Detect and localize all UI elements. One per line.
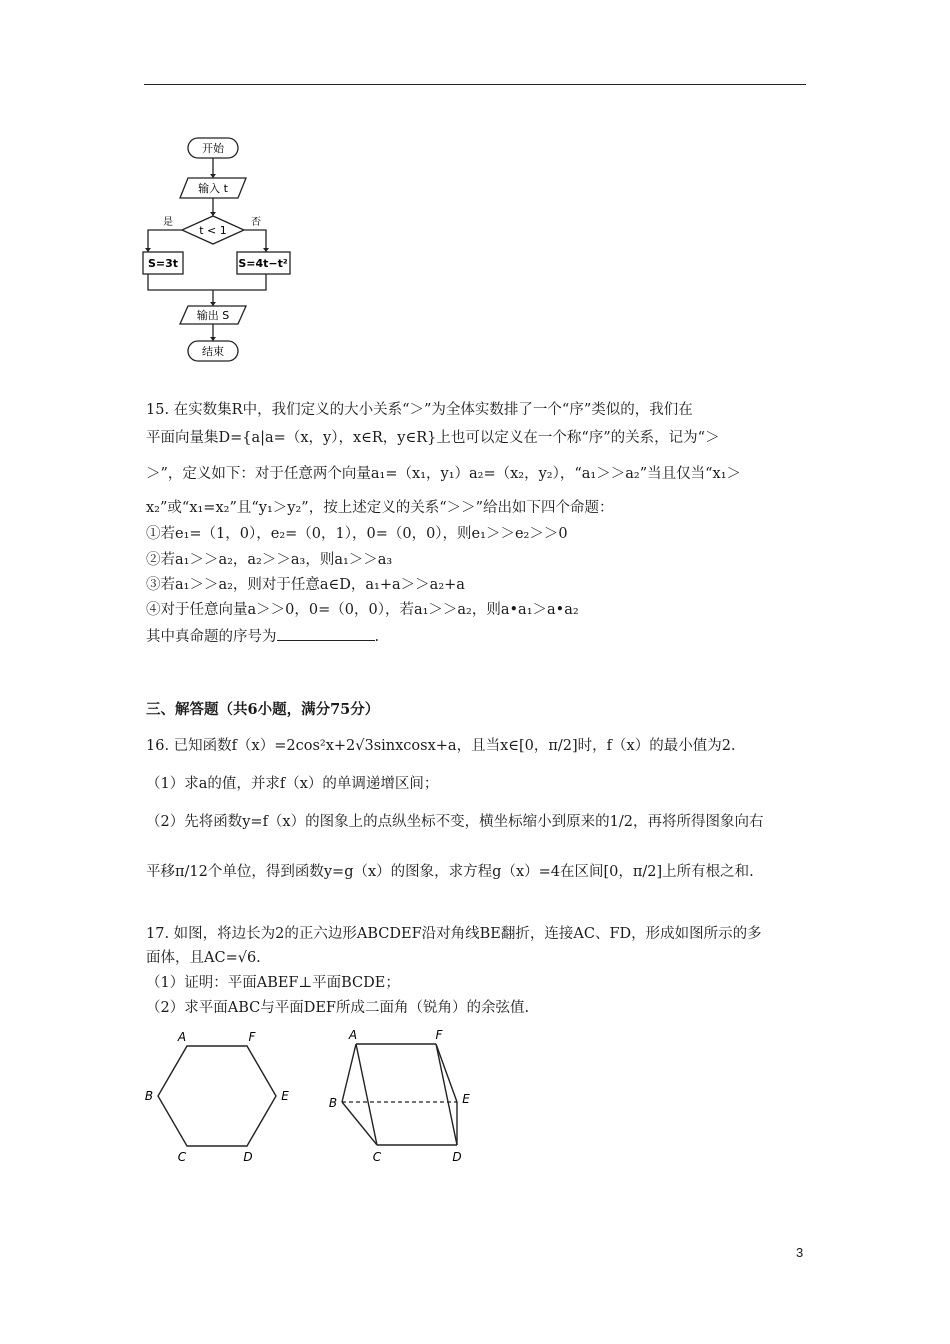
hex-label-c: C xyxy=(177,1150,187,1164)
hex-label-f: F xyxy=(248,1030,256,1044)
hex-label-a: A xyxy=(177,1030,187,1044)
q15-line4: x₂”或“x₁=x₂”且“y₁＞y₂”，按上述定义的关系“＞＞”给出如下四个命题： xyxy=(146,500,614,516)
flow-no-label: 否 xyxy=(251,217,261,228)
q15-prop4: ④对于任意向量a＞＞0，0=（0，0），若a₁＞＞a₂，则a•a₁＞a•a₂ xyxy=(146,602,579,618)
q15-line1: 15. 在实数集R中，我们定义的大小关系“＞”为全体实数排了一个“序”类似的，我们在 xyxy=(146,402,693,418)
q15-prop1: ①若e₁=（1，0），e₂=（0，1），0=（0，0），则e₁＞＞e₂＞＞0 xyxy=(146,526,568,542)
folded-solid-figure xyxy=(322,1024,482,1170)
solid-label-b: B xyxy=(328,1096,338,1110)
q16-line1: 16. 已知函数f（x）=2cos²x+2√3sinxcosx+a，且当x∈[0，π/2]时，f（x）的最小值为2. xyxy=(146,738,736,754)
solid-label-c: C xyxy=(372,1150,382,1164)
flow-left-text: S=3t xyxy=(147,257,179,270)
q15-prop2: ②若a₁＞＞a₂，a₂＞＞a₃，则a₁＞＞a₃ xyxy=(146,552,393,568)
q15-line3: ＞”，定义如下：对于任意两个向量a₁=（x₁，y₁）a₂=（x₂，y₂），“a₁＞＞a₂”当且仅当“x₁＞ xyxy=(146,466,742,482)
solid-label-f: F xyxy=(435,1028,443,1042)
flow-start-text: 开始 xyxy=(202,142,224,155)
q15-question-suffix: . xyxy=(374,629,380,645)
hexagon-shape xyxy=(158,1046,276,1146)
q16-line4: 平移π/12个单位，得到函数y=g（x）的图象，求方程g（x）=4在区间[0，π/2]上所有根之和. xyxy=(146,864,754,880)
hex-label-b: B xyxy=(144,1089,154,1103)
section-heading: 三、解答题（共6小题，满分75分） xyxy=(146,701,380,718)
q17-line4: （2）求平面ABC与平面DEF所成二面角（锐角）的余弦值. xyxy=(146,1000,530,1016)
hex-label-e: E xyxy=(281,1089,289,1103)
solid-label-e: E xyxy=(462,1092,470,1106)
flow-output-text: 输出 S xyxy=(196,309,230,322)
q15-question-prefix: 其中真命题的序号为 xyxy=(146,629,277,645)
flow-yes-label: 是 xyxy=(163,217,173,228)
q17-line1: 17. 如图，将边长为2的正六边形ABCDEF沿对角线BE翻折，连接AC、FD，形成如图所示的多 xyxy=(146,926,762,942)
flow-cond-text: t < 1 xyxy=(199,224,227,237)
hex-label-d: D xyxy=(243,1150,253,1164)
q15-prop3: ③若a₁＞＞a₂，则对于任意a∈D，a₁+a＞＞a₂+a xyxy=(146,577,465,593)
hexagon-figure xyxy=(140,1026,300,1168)
page-number: 3 xyxy=(796,1245,804,1260)
q16-line3: （2）先将函数y=f（x）的图象上的点纵坐标不变，横坐标缩小到原来的1/2，再将所得图象向右 xyxy=(146,814,764,830)
answer-blank xyxy=(277,626,375,641)
flow-right-text: S=4t−t² xyxy=(238,257,288,270)
q16-line2: （1）求a的值，并求f（x）的单调递增区间； xyxy=(146,776,439,792)
q15-question xyxy=(146,626,379,647)
flow-end-text: 结束 xyxy=(202,345,224,358)
solid-label-a: A xyxy=(348,1028,358,1042)
solid-label-d: D xyxy=(452,1150,462,1164)
flow-input-text: 输入 t xyxy=(198,182,228,195)
flowchart xyxy=(140,130,300,370)
q17-line3: （1）证明：平面ABEF⊥平面BCDE； xyxy=(146,975,400,991)
q17-line2: 面体，且AC=√6. xyxy=(146,950,261,966)
q15-line2: 平面向量集D={a|a=（x，y），x∈R，y∈R}上也可以定义在一个称“序”的关系，记为“＞ xyxy=(146,430,720,446)
header-rule xyxy=(144,84,806,85)
